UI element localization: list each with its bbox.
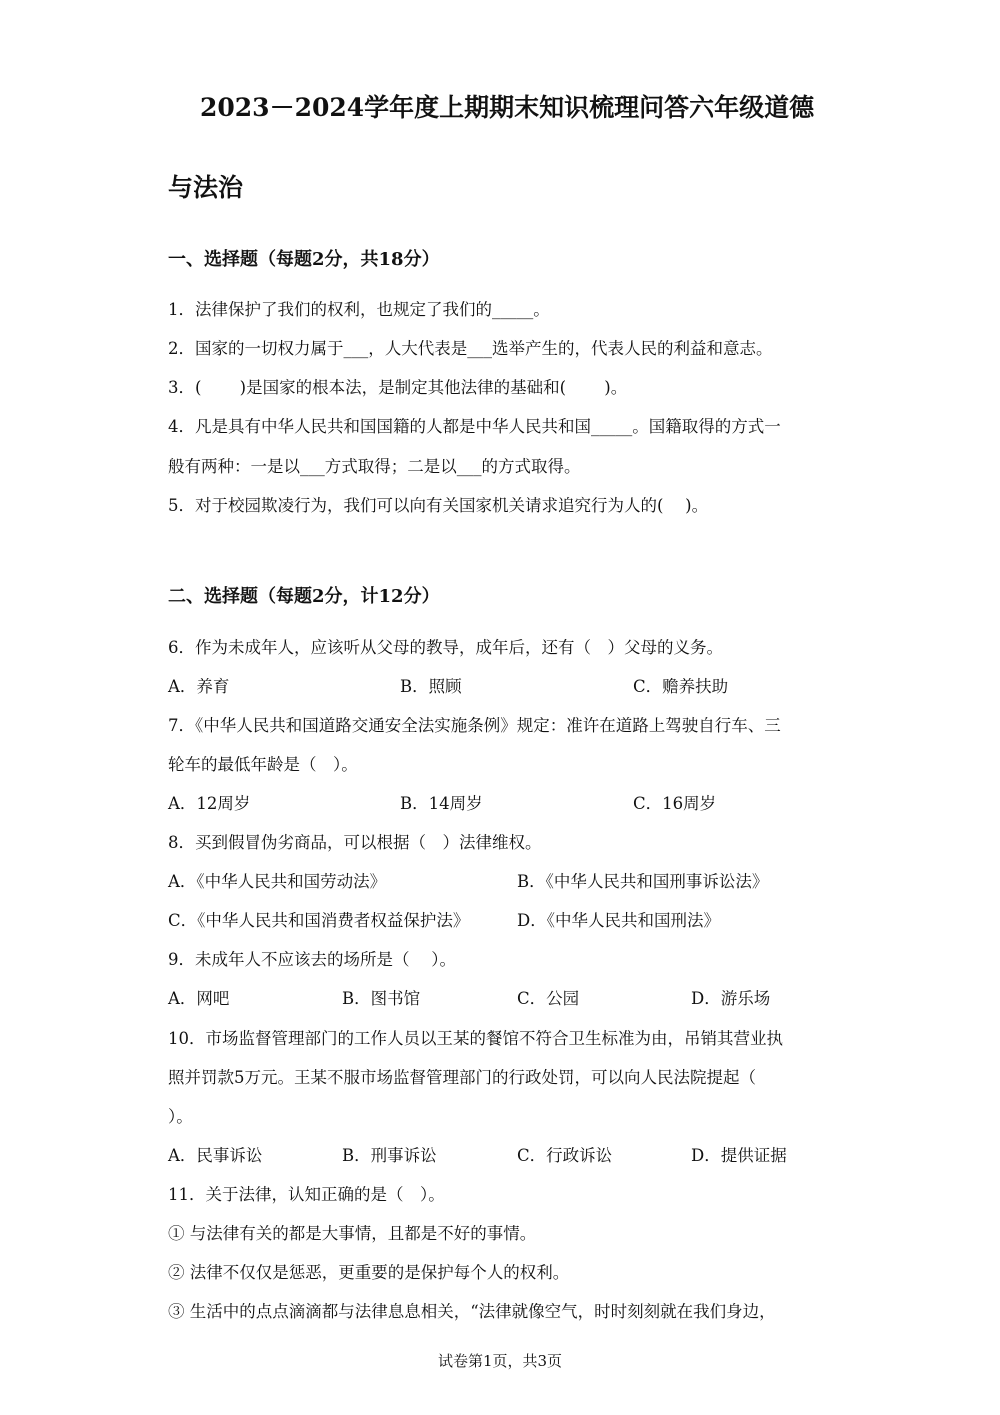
- question-7-line1: 7．《中华人民共和国道路交通安全法实施条例》规定：准许在道路上驾驶自行车、三: [168, 716, 781, 735]
- question-9: 9．未成年人不应该去的场所是（ ）。: [168, 950, 456, 969]
- page-title-line2: 与法治: [168, 173, 244, 202]
- question-4-line1: 4．凡是具有中华人民共和国国籍的人都是中华人民共和国_____。国籍取得的方式一: [168, 417, 781, 436]
- question-4-line2: 般有两种：一是以___方式取得；二是以___的方式取得。: [168, 457, 581, 476]
- q8-option-b: B．《中华人民共和国刑事诉讼法》: [517, 872, 769, 891]
- question-11: 11．关于法律，认知正确的是（ ）。: [168, 1185, 445, 1204]
- page-title-line1: 2023－2024学年度上期期末知识梳理问答六年级道德: [200, 93, 815, 122]
- q7-option-b: B．14周岁: [400, 794, 483, 813]
- question-6: 6．作为未成年人，应该听从父母的教导，成年后，还有（ ）父母的义务。: [168, 638, 723, 657]
- q10-option-b: B．刑事诉讼: [342, 1146, 437, 1165]
- q6-option-b: B．照顾: [400, 677, 462, 696]
- q6-option-a: A．养育: [168, 677, 230, 696]
- q11-item-1: ① 与法律有关的都是大事情，且都是不好的事情。: [168, 1224, 537, 1243]
- q8-option-d: D．《中华人民共和国刑法》: [517, 911, 720, 930]
- question-7-line2: 轮车的最低年龄是（ ）。: [168, 755, 358, 774]
- q7-option-a: A．12周岁: [168, 794, 251, 813]
- question-8: 8．买到假冒伪劣商品，可以根据（ ）法律维权。: [168, 833, 542, 852]
- question-10-line2: 照并罚款5万元。王某不服市场监督管理部门的行政处罚，可以向人民法院提起（: [168, 1068, 756, 1087]
- q9-option-a: A．网吧: [168, 989, 230, 1008]
- q9-option-d: D．游乐场: [691, 989, 771, 1008]
- question-1: 1．法律保护了我们的权利，也规定了我们的_____。: [168, 300, 550, 319]
- q10-option-a: A．民事诉讼: [168, 1146, 263, 1165]
- q11-item-3: ③ 生活中的点点滴滴都与法律息息相关，“法律就像空气，时时刻刻就在我们身边，: [168, 1302, 776, 1321]
- q10-option-d: D．提供证据: [691, 1146, 787, 1165]
- q6-option-c: C．赡养扶助: [633, 677, 729, 696]
- section-heading-1: 一、选择题（每题2分，共18分）: [168, 249, 440, 270]
- page-footer: 试卷第1页，共3页: [437, 1352, 563, 1370]
- question-3: 3．( )是国家的根本法，是制定其他法律的基础和( )。: [168, 378, 628, 397]
- q7-option-c: C．16周岁: [633, 794, 717, 813]
- q9-option-b: B．图书馆: [342, 989, 421, 1008]
- q10-option-c: C．行政诉讼: [517, 1146, 613, 1165]
- question-5: 5．对于校园欺凌行为，我们可以向有关国家机关请求追究行为人的( )。: [168, 496, 709, 515]
- q8-option-c: C．《中华人民共和国消费者权益保护法》: [168, 911, 470, 930]
- q11-item-2: ② 法律不仅仅是惩恶，更重要的是保护每个人的权利。: [168, 1263, 570, 1282]
- question-2: 2．国家的一切权力属于___，人大代表是___选举产生的，代表人民的利益和意志。: [168, 339, 773, 358]
- q8-option-a: A．《中华人民共和国劳动法》: [168, 872, 387, 891]
- q9-option-c: C．公园: [517, 989, 580, 1008]
- section-heading-2: 二、选择题（每题2分，计12分）: [168, 586, 440, 607]
- question-10-line3: ）。: [168, 1107, 193, 1126]
- question-10-line1: 10．市场监督管理部门的工作人员以王某的餐馆不符合卫生标准为由，吊销其营业执: [168, 1029, 783, 1048]
